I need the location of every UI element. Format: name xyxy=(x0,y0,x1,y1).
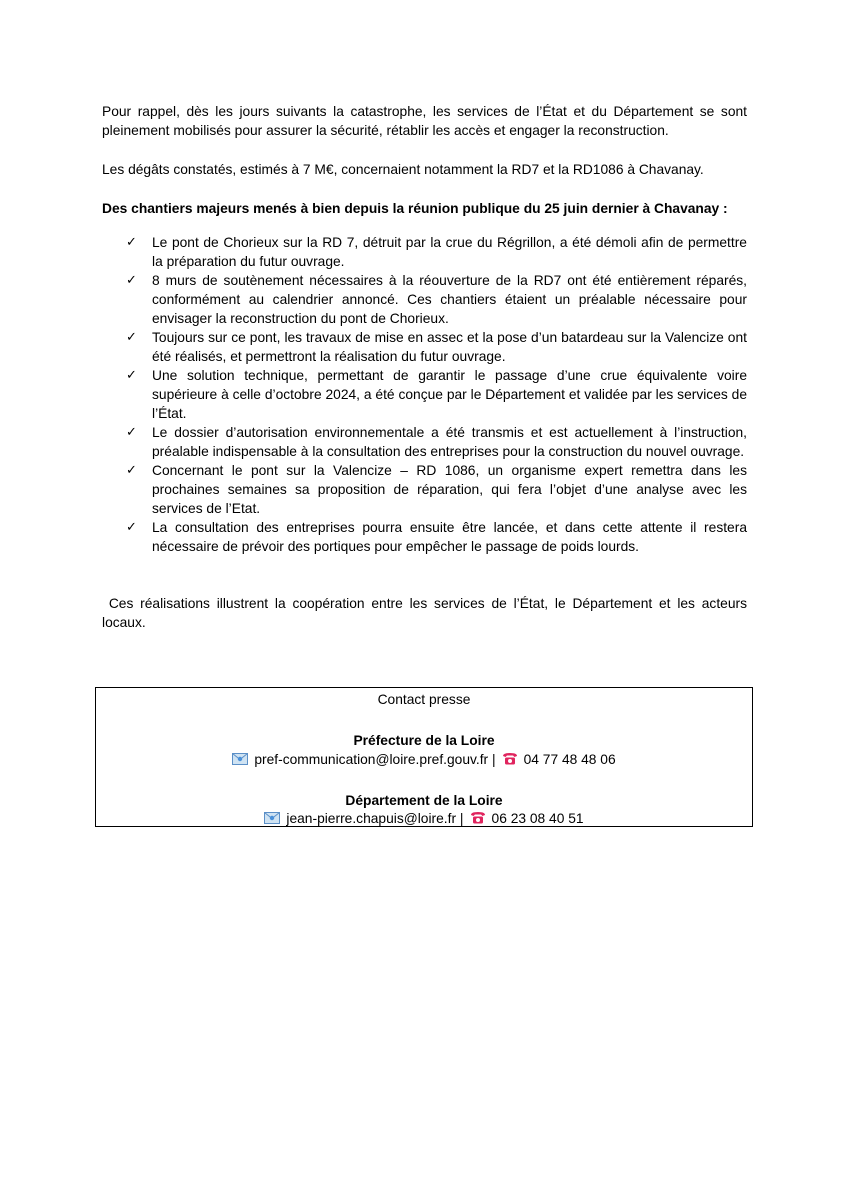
list-item-text: 8 murs de soutènement nécessaires à la réouverture de la RD7 ont été entièrement réparés, conformément au calendrier annoncé. Ces chantiers étaient un préalable nécessaire pour envisager la reconstruction du pont de Chorieux. xyxy=(152,273,747,326)
achievements-list xyxy=(102,233,747,556)
list-item-text: Le dossier d’autorisation environnementale a été transmis et est actuellement à l’instruction, préalable indispensable à la consultation des entreprises pour la construction du nouvel ouvrage. xyxy=(152,425,747,459)
checkmark-icon: ✓ xyxy=(126,520,137,535)
list-item-text: La consultation des entreprises pourra ensuite être lancée, et dans cette attente il restera nécessaire de prévoir des portiques pour empêcher le passage de poids lourds. xyxy=(152,520,747,554)
list-item xyxy=(102,328,747,366)
list-item-text: Concernant le pont sur la Valencize – RD 1086, un organisme expert remettra dans les prochaines semaines sa proposition de réparation, qui fera l’objet d’une analyse avec les services de l’Etat. xyxy=(152,463,747,516)
checkmark-icon: ✓ xyxy=(126,235,137,250)
checkmark-icon: ✓ xyxy=(126,463,137,478)
intro-paragraph: Pour rappel, dès les jours suivants la catastrophe, les services de l’État et du Département se sont pleinement mobilisés pour assurer la sécurité, rétablir les accès et engager la reconstruction. xyxy=(102,104,747,138)
checkmark-icon: ✓ xyxy=(126,425,137,440)
section-heading: Des chantiers majeurs menés à bien depuis la réunion publique du 25 juin dernier à Chavanay : xyxy=(102,201,728,216)
separator: | xyxy=(459,811,464,826)
list-item-text: Une solution technique, permettant de garantir le passage d’une crue équivalente voire supérieure à celle d’octobre 2024, a été conçue par le Département et validée par les services de l’État. xyxy=(152,368,747,421)
telephone-icon xyxy=(470,811,486,824)
departement-name: Département de la Loire xyxy=(345,793,503,808)
departement-contact-row xyxy=(96,809,752,828)
press-contact-box xyxy=(95,687,753,827)
prefecture-name: Préfecture de la Loire xyxy=(353,733,495,748)
list-item-text: Toujours sur ce pont, les travaux de mise en assec et la pose d’un batardeau sur la Valencize ont été réalisés, et permettront la réalisation du futur ouvrage. xyxy=(152,330,747,364)
prefecture-contact-row xyxy=(96,750,752,769)
departement-phone[interactable]: 06 23 08 40 51 xyxy=(491,811,584,826)
departement-email-link[interactable]: jean-pierre.chapuis@loire.fr xyxy=(286,811,457,826)
contact-title: Contact presse xyxy=(377,692,471,707)
list-item xyxy=(102,461,747,518)
conclusion-paragraph: Ces réalisations illustrent la coopération entre les services de l’État, le Département et les acteurs locaux. xyxy=(102,596,751,630)
checkmark-icon: ✓ xyxy=(126,330,137,345)
envelope-icon xyxy=(264,812,280,824)
list-item-text: Le pont de Chorieux sur la RD 7, détruit par la crue du Régrillon, a été démoli afin de permettre la préparation du futur ouvrage. xyxy=(152,235,747,269)
list-item xyxy=(102,518,747,556)
prefecture-phone[interactable]: 04 77 48 48 06 xyxy=(523,752,616,767)
list-item xyxy=(102,366,747,423)
checkmark-icon: ✓ xyxy=(126,368,137,383)
prefecture-email-link[interactable]: pref-communication@loire.pref.gouv.fr xyxy=(254,752,489,767)
damage-paragraph: Les dégâts constatés, estimés à 7 M€, concernaient notamment la RD7 et la RD1086 à Chavanay. xyxy=(102,162,704,177)
list-item xyxy=(102,423,747,461)
envelope-icon xyxy=(232,753,248,765)
list-item xyxy=(102,233,747,271)
checkmark-icon: ✓ xyxy=(126,273,137,288)
telephone-icon xyxy=(502,752,518,765)
list-item xyxy=(102,271,747,328)
separator: | xyxy=(492,752,496,767)
